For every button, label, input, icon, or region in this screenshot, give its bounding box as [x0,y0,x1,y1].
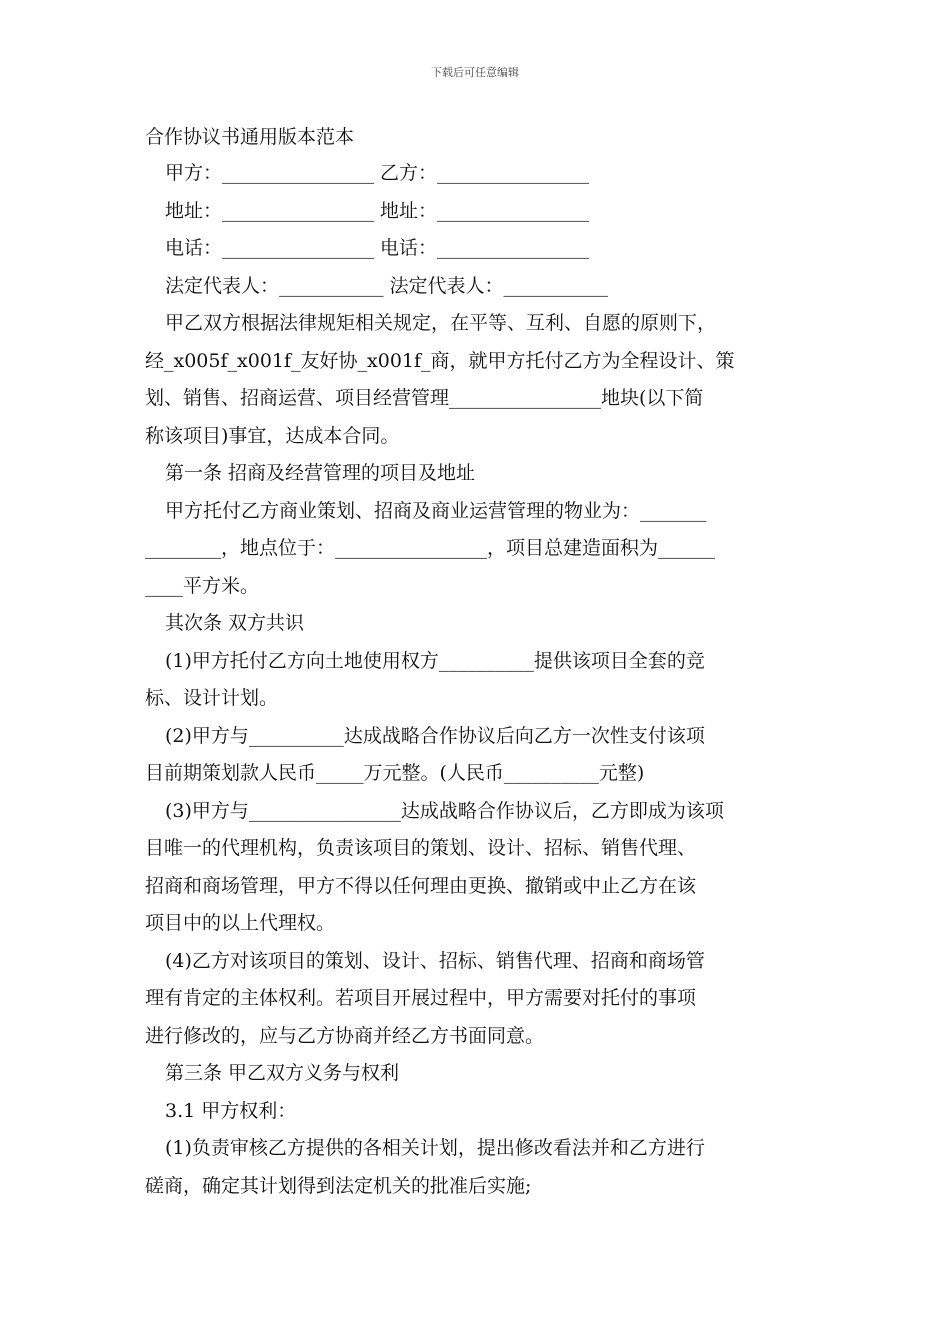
legal-representative-line: 法定代表人：___________ 法定代表人：___________ [165,274,609,297]
paragraph-line: 划、销售、招商运营、项目经营管理________________地块(以下简 [145,387,704,409]
document-body [145,155,810,1205]
paragraph-line: 甲乙双方根据法律规矩相关规定，在平等、互利、自愿的原则下， [165,312,717,334]
paragraph-line: (3)甲方与________________达成战略合作协议后，乙方即成为该项 [165,799,724,822]
paragraph-line: 经_x005f_x001f_友好协_x001f_商，就甲方托付乙方为全程设计、策 [145,349,735,372]
paragraph-line: 理有肯定的主体权利。若项目开展过程中，甲方需要对托付的事项 [145,987,697,1009]
paragraph-line: 招商和商场管理，甲方不得以任何理由更换、撤销或中止乙方在该 [145,874,697,897]
paragraph-line: (1)甲方托付乙方向土地使用权方__________提供该项目全套的竞 [165,649,705,672]
section-heading: 第三条 甲乙双方义务与权利 [165,1062,400,1084]
paragraph-line: ____平方米。 [145,574,260,597]
paragraph-line: 项目中的以上代理权。 [145,912,336,934]
paragraph-line: 进行修改的，应与乙方协商并经乙方书面同意。 [145,1024,545,1047]
paragraph-line: 目前期策划款人民币_____万元整。(人民币__________元整) [145,762,645,784]
section-heading: 第一条 招商及经营管理的项目及地址 [165,462,476,484]
paragraph-line: 标、设计计划。 [145,687,279,709]
subsection-heading: 3.1 甲方权利： [165,1099,297,1122]
section-heading: 其次条 双方共识 [165,612,305,634]
paragraph-line: (1)负责审核乙方提供的各相关计划，提出修改看法并和乙方进行 [165,1137,705,1159]
paragraph-line: (4)乙方对该项目的策划、设计、招标、销售代理、招商和商场管 [165,949,705,972]
document-title: 合作协议书通用版本范本 [145,126,355,148]
phone-line: 电话：________________ 电话：________________ [165,237,590,259]
paragraph-line: (2)甲方与__________达成战略合作协议后向乙方一次性支付该项 [165,724,705,747]
address-line: 地址：________________ 地址：________________ [165,199,590,222]
paragraph-line: ________，地点位于：________________，项目总建造面积为______ [145,537,716,559]
paragraph-line: 磋商，确定其计划得到法定机关的批准后实施; [145,1174,532,1197]
paragraph-line: 称该项目)事宜，达成本合同。 [145,424,400,447]
page-header: 下载后可任意编辑 [431,66,519,79]
party-a-b-line: 甲方：________________ 乙方：________________ [165,162,590,184]
paragraph-line: 甲方托付乙方商业策划、招商及商业运营管理的物业为：_______ [165,499,707,522]
paragraph-line: 目唯一的代理机构，负责该项目的策划、设计、招标、销售代理、 [145,837,697,859]
